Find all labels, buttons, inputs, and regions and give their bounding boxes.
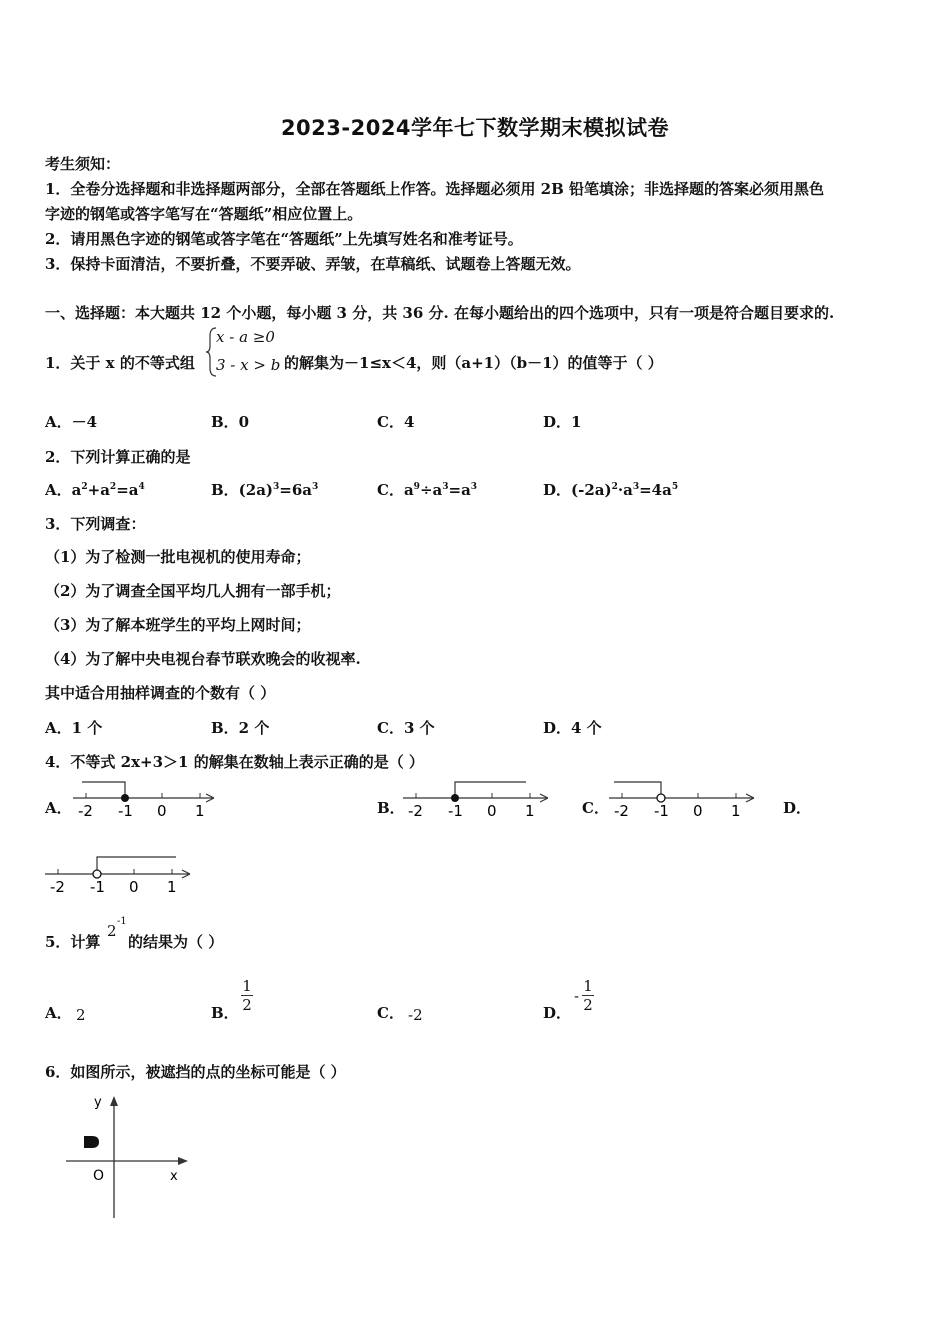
q5-option-c-value: -2 <box>408 1006 423 1024</box>
x-axis-label: x <box>170 1169 178 1184</box>
q2-option-b[interactable]: B．$(2a)^3=6a^3$ <box>211 481 319 499</box>
q5-option-a-label[interactable]: A． <box>45 1004 72 1022</box>
open-point <box>657 794 665 802</box>
q2-option-a[interactable]: A．$a^2+a^2=a^4$ <box>45 481 145 499</box>
q2-option-d[interactable]: D．$(-2a)^2\cdot a^3=4a^5$ <box>543 481 679 499</box>
tick-label: -1 <box>654 802 669 820</box>
q4-label-c[interactable]: C． <box>582 799 609 817</box>
q5-base: 2 <box>107 922 117 940</box>
q3-option-a[interactable]: A．1 个 <box>45 719 103 737</box>
q3-option-d[interactable]: D．4 个 <box>543 719 602 737</box>
q1-ineq-2: 3 - x > b <box>216 356 281 374</box>
q5-option-d-sign: - <box>574 987 580 1005</box>
q1-option-b[interactable]: B．0 <box>211 413 250 431</box>
tick-label: -1 <box>448 802 463 820</box>
q2-a-part1: A．a <box>45 481 82 499</box>
q3-option-c[interactable]: C．3 个 <box>377 719 435 737</box>
q5-option-d-label[interactable]: D． <box>543 1004 572 1022</box>
q5-option-d-fraction: 1 2 <box>583 977 593 1014</box>
q1-option-a[interactable]: A．－4 <box>45 413 98 431</box>
tick-label: -2 <box>78 802 93 820</box>
q1-prefix: 1．关于 x 的不等式组 <box>45 354 195 372</box>
q4-number-line-c[interactable] <box>604 776 764 824</box>
q5-option-c-label[interactable]: C． <box>377 1004 404 1022</box>
tick-label: 1 <box>525 802 535 820</box>
y-axis-arrow <box>110 1096 118 1106</box>
q3-stem: 3．下列调查： <box>45 515 146 533</box>
section-heading: 一、选择题：本大题共 12 个小题，每小题 3 分，共 36 分. 在每小题给出的四个选项中，只有一项是符合题目要求的. <box>45 304 835 322</box>
q5-stem-2: 的结果为（ ） <box>128 933 224 951</box>
q3-item-3: （3）为了解本班学生的平均上网时间； <box>45 616 311 634</box>
q3-item-4: （4）为了解中央电视台春节联欢晚会的收视率. <box>45 650 361 668</box>
q5-exponent: -1 <box>117 916 127 927</box>
q3-question: 其中适合用抽样调查的个数有（ ） <box>45 684 276 702</box>
q3-item-1: （1）为了检测一批电视机的使用寿命； <box>45 548 311 566</box>
covered-point-blob <box>84 1136 99 1148</box>
q1-suffix: 的解集为－1≤x＜4，则（a+1）（b－1）的值等于（ ） <box>284 354 663 372</box>
q4-label-d[interactable]: D． <box>783 799 812 817</box>
tick-label: 0 <box>129 878 139 896</box>
tick-label: -2 <box>614 802 629 820</box>
tick-label: 1 <box>167 878 177 896</box>
tick-label: 0 <box>693 802 703 820</box>
q4-number-line-b[interactable] <box>398 776 558 824</box>
q5-stem-1: 5．计算 <box>45 933 101 951</box>
tick-label: -2 <box>408 802 423 820</box>
q2-stem: 2．下列计算正确的是 <box>45 448 191 466</box>
tick-label: 1 <box>195 802 205 820</box>
q6-stem: 6．如图所示，被遮挡的点的坐标可能是（ ） <box>45 1063 346 1081</box>
q2-option-c[interactable]: C．$a^9\div a^3=a^3$ <box>377 481 478 499</box>
q3-item-2: （2）为了调查全国平均几人拥有一部手机； <box>45 582 341 600</box>
q3-option-b[interactable]: B．2 个 <box>211 719 270 737</box>
q4-stem: 4．不等式 2x+3＞1 的解集在数轴上表示正确的是（ ） <box>45 753 424 771</box>
notice-line-1b: 字迹的钢笔或答字笔写在“答题纸”相应位置上。 <box>45 205 363 223</box>
tick-label: 1 <box>731 802 741 820</box>
q5-option-a-value: 2 <box>76 1006 86 1024</box>
q4-number-line-d[interactable] <box>40 850 200 898</box>
tick-label: -2 <box>50 878 65 896</box>
tick-label: 0 <box>157 802 167 820</box>
page-title: 2023-2024学年七下数学期末模拟试卷 <box>280 116 670 140</box>
tick-label: -1 <box>118 802 133 820</box>
tick-label: 0 <box>487 802 497 820</box>
origin-label: O <box>93 1168 105 1184</box>
q6-coordinate-figure <box>60 1088 200 1224</box>
notice-line-1a: 1．全卷分选择题和非选择题两部分，全部在答题纸上作答。选择题必须用 2B 铅笔填涂；非选择题的答案必须用黑色 <box>45 180 825 198</box>
notice-line-2: 2．请用黑色字迹的钢笔或答字笔在“答题纸”上先填写姓名和准考证号。 <box>45 230 523 248</box>
q1-ineq-1: x - a ≥0 <box>216 328 275 346</box>
notice-heading: 考生须知： <box>45 155 121 173</box>
q1-option-c[interactable]: C．4 <box>377 413 415 431</box>
q1-option-d[interactable]: D．1 <box>543 413 582 431</box>
q4-label-a[interactable]: A． <box>45 799 72 817</box>
closed-point <box>451 794 459 802</box>
y-axis-label: y <box>94 1095 102 1110</box>
q4-label-b[interactable]: B． <box>377 799 405 817</box>
q5-option-b-fraction: 1 2 <box>242 977 252 1014</box>
x-axis-arrow <box>178 1157 188 1165</box>
notice-line-3: 3．保持卡面清洁，不要折叠，不要弄破、弄皱，在草稿纸、试题卷上答题无效。 <box>45 255 581 273</box>
closed-point <box>121 794 129 802</box>
tick-label: -1 <box>90 878 105 896</box>
q4-number-line-a[interactable] <box>68 776 228 824</box>
q5-option-b-label[interactable]: B． <box>211 1004 239 1022</box>
open-point <box>93 870 101 878</box>
